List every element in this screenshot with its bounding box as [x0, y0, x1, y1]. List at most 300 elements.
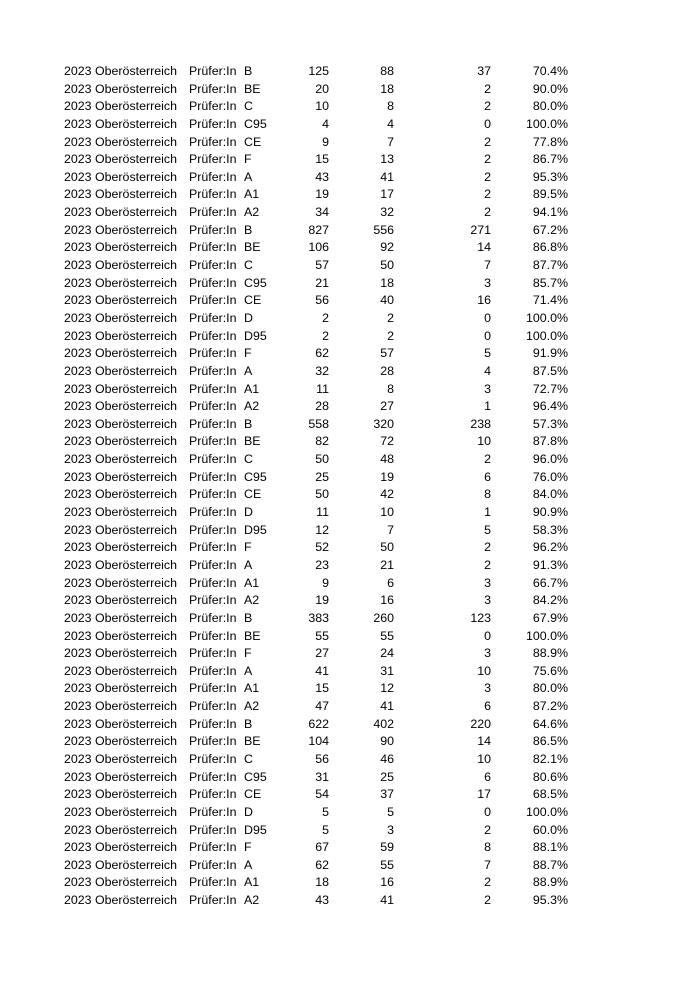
region-year-cell: 2023 Oberösterreich — [64, 116, 177, 131]
license-class-cell: BE — [244, 240, 261, 255]
license-class-cell: C95 — [244, 769, 267, 784]
license-class-cell: F — [244, 646, 252, 661]
pass-rate-cell: 68.5% — [532, 787, 568, 802]
passed-count-cell: 3 — [387, 822, 394, 837]
pass-rate-cell: 76.0% — [532, 469, 568, 484]
region-year-cell: 2023 Oberösterreich — [64, 522, 177, 537]
region-year-cell: 2023 Oberösterreich — [64, 857, 177, 872]
license-class-cell: A — [244, 363, 253, 378]
passed-count-cell: 2 — [387, 310, 394, 325]
region-year-cell: 2023 Oberösterreich — [64, 169, 177, 184]
license-class-cell: D — [244, 310, 253, 325]
region-year-cell: 2023 Oberösterreich — [64, 134, 177, 149]
pass-rate-cell: 67.9% — [532, 610, 568, 625]
passed-count-cell: 55 — [380, 628, 394, 643]
passed-count-cell: 27 — [380, 399, 394, 414]
pass-rate-cell: 88.1% — [532, 840, 568, 855]
examiner-role-cell: Prüfer:In — [189, 769, 237, 784]
pass-rate-cell: 80.0% — [532, 681, 568, 696]
table-row — [0, 310, 700, 328]
license-class-cell: C95 — [244, 469, 267, 484]
pass-rate-cell: 91.3% — [532, 557, 568, 572]
failed-count-cell: 7 — [484, 857, 491, 872]
total-count-cell: 56 — [315, 293, 329, 308]
region-year-cell: 2023 Oberösterreich — [64, 751, 177, 766]
passed-count-cell: 72 — [380, 434, 394, 449]
table-row — [0, 857, 700, 875]
failed-count-cell: 6 — [484, 699, 491, 714]
total-count-cell: 43 — [315, 169, 329, 184]
region-year-cell: 2023 Oberösterreich — [64, 822, 177, 837]
passed-count-cell: 28 — [380, 363, 394, 378]
examiner-role-cell: Prüfer:In — [189, 505, 237, 520]
region-year-cell: 2023 Oberösterreich — [64, 699, 177, 714]
total-count-cell: 67 — [315, 840, 329, 855]
examiner-role-cell: Prüfer:In — [189, 522, 237, 537]
passed-count-cell: 12 — [380, 681, 394, 696]
examiner-role-cell: Prüfer:In — [189, 116, 237, 131]
total-count-cell: 43 — [315, 893, 329, 908]
table-row — [0, 504, 700, 522]
pass-rate-cell: 90.9% — [532, 505, 568, 520]
total-count-cell: 5 — [322, 804, 329, 819]
total-count-cell: 9 — [322, 575, 329, 590]
license-class-cell: B — [244, 610, 253, 625]
pass-rate-cell: 100.0% — [525, 116, 568, 131]
examiner-role-cell: Prüfer:In — [189, 857, 237, 872]
total-count-cell: 50 — [315, 452, 329, 467]
failed-count-cell: 123 — [470, 610, 491, 625]
pass-rate-cell: 87.5% — [532, 363, 568, 378]
failed-count-cell: 2 — [484, 187, 491, 202]
examiner-role-cell: Prüfer:In — [189, 540, 237, 555]
failed-count-cell: 2 — [484, 205, 491, 220]
region-year-cell: 2023 Oberösterreich — [64, 716, 177, 731]
failed-count-cell: 3 — [484, 275, 491, 290]
table-row — [0, 98, 700, 116]
region-year-cell: 2023 Oberösterreich — [64, 469, 177, 484]
examiner-role-cell: Prüfer:In — [189, 310, 237, 325]
examiner-role-cell: Prüfer:In — [189, 363, 237, 378]
region-year-cell: 2023 Oberösterreich — [64, 610, 177, 625]
passed-count-cell: 18 — [380, 275, 394, 290]
examiner-role-cell: Prüfer:In — [189, 81, 237, 96]
table-row — [0, 81, 700, 99]
examiner-role-cell: Prüfer:In — [189, 381, 237, 396]
passed-count-cell: 7 — [387, 522, 394, 537]
region-year-cell: 2023 Oberösterreich — [64, 681, 177, 696]
failed-count-cell: 0 — [484, 804, 491, 819]
pass-rate-cell: 86.7% — [532, 152, 568, 167]
table-row — [0, 169, 700, 187]
license-class-cell: A1 — [244, 187, 260, 202]
total-count-cell: 57 — [315, 258, 329, 273]
table-row — [0, 557, 700, 575]
examiner-role-cell: Prüfer:In — [189, 804, 237, 819]
pass-rate-cell: 71.4% — [532, 293, 568, 308]
passed-count-cell: 41 — [380, 699, 394, 714]
examiner-role-cell: Prüfer:In — [189, 434, 237, 449]
region-year-cell: 2023 Oberösterreich — [64, 769, 177, 784]
pass-rate-cell: 88.9% — [532, 875, 568, 890]
pass-rate-cell: 96.2% — [532, 540, 568, 555]
examiner-role-cell: Prüfer:In — [189, 822, 237, 837]
region-year-cell: 2023 Oberösterreich — [64, 346, 177, 361]
table-row — [0, 733, 700, 751]
failed-count-cell: 1 — [484, 399, 491, 414]
region-year-cell: 2023 Oberösterreich — [64, 505, 177, 520]
pass-rate-cell: 57.3% — [532, 416, 568, 431]
total-count-cell: 19 — [315, 593, 329, 608]
license-class-cell: A2 — [244, 399, 260, 414]
failed-count-cell: 0 — [484, 328, 491, 343]
region-year-cell: 2023 Oberösterreich — [64, 593, 177, 608]
total-count-cell: 41 — [315, 663, 329, 678]
passed-count-cell: 88 — [380, 64, 394, 78]
total-count-cell: 104 — [308, 734, 329, 749]
total-count-cell: 106 — [308, 240, 329, 255]
pass-rate-cell: 60.0% — [532, 822, 568, 837]
failed-count-cell: 271 — [470, 222, 491, 237]
total-count-cell: 56 — [315, 751, 329, 766]
examiner-role-cell: Prüfer:In — [189, 628, 237, 643]
region-year-cell: 2023 Oberösterreich — [64, 328, 177, 343]
license-class-cell: D95 — [244, 822, 267, 837]
region-year-cell: 2023 Oberösterreich — [64, 540, 177, 555]
region-year-cell: 2023 Oberösterreich — [64, 575, 177, 590]
examiner-role-cell: Prüfer:In — [189, 399, 237, 414]
examiner-role-cell: Prüfer:In — [189, 222, 237, 237]
total-count-cell: 62 — [315, 346, 329, 361]
failed-count-cell: 2 — [484, 893, 491, 908]
table-row — [0, 469, 700, 487]
region-year-cell: 2023 Oberösterreich — [64, 875, 177, 890]
examiner-role-cell: Prüfer:In — [189, 452, 237, 467]
failed-count-cell: 3 — [484, 646, 491, 661]
failed-count-cell: 2 — [484, 99, 491, 114]
total-count-cell: 27 — [315, 646, 329, 661]
examiner-role-cell: Prüfer:In — [189, 787, 237, 802]
passed-count-cell: 556 — [373, 222, 394, 237]
passed-count-cell: 50 — [380, 258, 394, 273]
table-row — [0, 345, 700, 363]
license-class-cell: BE — [244, 434, 261, 449]
total-count-cell: 82 — [315, 434, 329, 449]
failed-count-cell: 5 — [484, 522, 491, 537]
examiner-role-cell: Prüfer:In — [189, 681, 237, 696]
failed-count-cell: 3 — [484, 681, 491, 696]
table-row — [0, 539, 700, 557]
data-table — [0, 63, 700, 910]
license-class-cell: A2 — [244, 593, 260, 608]
license-class-cell: A — [244, 857, 253, 872]
passed-count-cell: 320 — [373, 416, 394, 431]
table-row — [0, 451, 700, 469]
region-year-cell: 2023 Oberösterreich — [64, 99, 177, 114]
pass-rate-cell: 100.0% — [525, 804, 568, 819]
failed-count-cell: 6 — [484, 469, 491, 484]
passed-count-cell: 90 — [380, 734, 394, 749]
pass-rate-cell: 87.2% — [532, 699, 568, 714]
license-class-cell: C — [244, 258, 253, 273]
license-class-cell: A2 — [244, 893, 260, 908]
examiner-role-cell: Prüfer:In — [189, 487, 237, 502]
total-count-cell: 32 — [315, 363, 329, 378]
examiner-role-cell: Prüfer:In — [189, 610, 237, 625]
table-row — [0, 592, 700, 610]
region-year-cell: 2023 Oberösterreich — [64, 240, 177, 255]
total-count-cell: 11 — [316, 381, 329, 396]
license-class-cell: C95 — [244, 275, 267, 290]
region-year-cell: 2023 Oberösterreich — [64, 840, 177, 855]
table-row — [0, 804, 700, 822]
region-year-cell: 2023 Oberösterreich — [64, 893, 177, 908]
examiner-role-cell: Prüfer:In — [189, 699, 237, 714]
passed-count-cell: 57 — [380, 346, 394, 361]
region-year-cell: 2023 Oberösterreich — [64, 258, 177, 273]
pass-rate-cell: 72.7% — [532, 381, 568, 396]
total-count-cell: 125 — [308, 64, 329, 78]
table-row — [0, 839, 700, 857]
examiner-role-cell: Prüfer:In — [189, 64, 237, 78]
license-class-cell: A1 — [244, 381, 260, 396]
examiner-role-cell: Prüfer:In — [189, 840, 237, 855]
passed-count-cell: 50 — [380, 540, 394, 555]
license-class-cell: F — [244, 540, 252, 555]
total-count-cell: 12 — [315, 522, 329, 537]
table-row — [0, 381, 700, 399]
failed-count-cell: 2 — [484, 557, 491, 572]
table-row — [0, 822, 700, 840]
table-row — [0, 328, 700, 346]
passed-count-cell: 402 — [373, 716, 394, 731]
license-class-cell: A — [244, 663, 253, 678]
pass-rate-cell: 82.1% — [532, 751, 568, 766]
failed-count-cell: 2 — [484, 169, 491, 184]
examiner-role-cell: Prüfer:In — [189, 187, 237, 202]
total-count-cell: 2 — [322, 310, 329, 325]
license-class-cell: D — [244, 804, 253, 819]
table-row — [0, 239, 700, 257]
total-count-cell: 19 — [315, 187, 329, 202]
table-row — [0, 257, 700, 275]
pass-rate-cell: 89.5% — [532, 187, 568, 202]
examiner-role-cell: Prüfer:In — [189, 134, 237, 149]
table-row — [0, 416, 700, 434]
total-count-cell: 55 — [315, 628, 329, 643]
examiner-role-cell: Prüfer:In — [189, 593, 237, 608]
license-class-cell: A1 — [244, 681, 260, 696]
pass-rate-cell: 66.7% — [532, 575, 568, 590]
license-class-cell: CE — [244, 134, 262, 149]
license-class-cell: B — [244, 716, 253, 731]
pass-rate-cell: 95.3% — [532, 893, 568, 908]
passed-count-cell: 42 — [380, 487, 394, 502]
passed-count-cell: 46 — [380, 751, 394, 766]
table-row — [0, 222, 700, 240]
passed-count-cell: 16 — [380, 593, 394, 608]
license-class-cell: BE — [244, 81, 261, 96]
failed-count-cell: 37 — [477, 64, 491, 78]
failed-count-cell: 10 — [477, 663, 491, 678]
license-class-cell: C — [244, 452, 253, 467]
failed-count-cell: 0 — [484, 116, 491, 131]
license-class-cell: F — [244, 840, 252, 855]
table-row — [0, 786, 700, 804]
total-count-cell: 47 — [315, 699, 329, 714]
region-year-cell: 2023 Oberösterreich — [64, 734, 177, 749]
table-row — [0, 874, 700, 892]
failed-count-cell: 238 — [470, 416, 491, 431]
pass-rate-cell: 96.4% — [532, 399, 568, 414]
region-year-cell: 2023 Oberösterreich — [64, 64, 177, 78]
table-row — [0, 204, 700, 222]
license-class-cell: BE — [244, 734, 261, 749]
failed-count-cell: 220 — [470, 716, 491, 731]
region-year-cell: 2023 Oberösterreich — [64, 363, 177, 378]
passed-count-cell: 31 — [380, 663, 394, 678]
table-row — [0, 628, 700, 646]
table-row — [0, 645, 700, 663]
total-count-cell: 54 — [315, 787, 329, 802]
pass-rate-cell: 100.0% — [525, 328, 568, 343]
passed-count-cell: 41 — [380, 893, 394, 908]
table-row — [0, 398, 700, 416]
table-row — [0, 892, 700, 910]
table-row — [0, 433, 700, 451]
pass-rate-cell: 75.6% — [532, 663, 568, 678]
pass-rate-cell: 70.4% — [532, 64, 568, 78]
failed-count-cell: 0 — [484, 628, 491, 643]
failed-count-cell: 2 — [484, 152, 491, 167]
pass-rate-cell: 80.6% — [532, 769, 568, 784]
total-count-cell: 10 — [315, 99, 329, 114]
region-year-cell: 2023 Oberösterreich — [64, 804, 177, 819]
region-year-cell: 2023 Oberösterreich — [64, 487, 177, 502]
pass-rate-cell: 87.7% — [532, 258, 568, 273]
failed-count-cell: 14 — [477, 240, 491, 255]
examiner-role-cell: Prüfer:In — [189, 275, 237, 290]
license-class-cell: F — [244, 152, 252, 167]
pass-rate-cell: 91.9% — [532, 346, 568, 361]
pass-rate-cell: 67.2% — [532, 222, 568, 237]
license-class-cell: A — [244, 169, 253, 184]
license-class-cell: A — [244, 557, 253, 572]
total-count-cell: 622 — [308, 716, 329, 731]
table-row — [0, 292, 700, 310]
passed-count-cell: 40 — [380, 293, 394, 308]
passed-count-cell: 8 — [387, 99, 394, 114]
pass-rate-cell: 95.3% — [532, 169, 568, 184]
failed-count-cell: 3 — [484, 381, 491, 396]
total-count-cell: 20 — [315, 81, 329, 96]
license-class-cell: D95 — [244, 522, 267, 537]
license-class-cell: D95 — [244, 328, 267, 343]
examiner-role-cell: Prüfer:In — [189, 416, 237, 431]
region-year-cell: 2023 Oberösterreich — [64, 646, 177, 661]
pass-rate-cell: 86.5% — [532, 734, 568, 749]
region-year-cell: 2023 Oberösterreich — [64, 434, 177, 449]
table-row — [0, 151, 700, 169]
license-class-cell: CE — [244, 787, 262, 802]
failed-count-cell: 10 — [477, 751, 491, 766]
table-row — [0, 610, 700, 628]
failed-count-cell: 2 — [484, 875, 491, 890]
license-class-cell: D — [244, 505, 253, 520]
total-count-cell: 18 — [315, 875, 329, 890]
pass-rate-cell: 94.1% — [532, 205, 568, 220]
passed-count-cell: 260 — [373, 610, 394, 625]
region-year-cell: 2023 Oberösterreich — [64, 787, 177, 802]
pass-rate-cell: 87.8% — [532, 434, 568, 449]
pass-rate-cell: 100.0% — [525, 628, 568, 643]
pass-rate-cell: 85.7% — [532, 275, 568, 290]
pass-rate-cell: 84.2% — [532, 593, 568, 608]
examiner-role-cell: Prüfer:In — [189, 557, 237, 572]
license-class-cell: B — [244, 64, 253, 78]
passed-count-cell: 17 — [380, 187, 394, 202]
total-count-cell: 9 — [322, 134, 329, 149]
table-row — [0, 575, 700, 593]
passed-count-cell: 21 — [380, 557, 394, 572]
region-year-cell: 2023 Oberösterreich — [64, 416, 177, 431]
table-row — [0, 486, 700, 504]
failed-count-cell: 2 — [484, 134, 491, 149]
passed-count-cell: 24 — [380, 646, 394, 661]
license-class-cell: BE — [244, 628, 261, 643]
total-count-cell: 5 — [322, 822, 329, 837]
failed-count-cell: 1 — [484, 505, 491, 520]
total-count-cell: 25 — [315, 469, 329, 484]
total-count-cell: 2 — [322, 328, 329, 343]
region-year-cell: 2023 Oberösterreich — [64, 663, 177, 678]
passed-count-cell: 19 — [380, 469, 394, 484]
pass-rate-cell: 90.0% — [532, 81, 568, 96]
pass-rate-cell: 80.0% — [532, 99, 568, 114]
passed-count-cell: 59 — [380, 840, 394, 855]
region-year-cell: 2023 Oberösterreich — [64, 293, 177, 308]
license-class-cell: B — [244, 416, 253, 431]
examiner-role-cell: Prüfer:In — [189, 469, 237, 484]
passed-count-cell: 92 — [380, 240, 394, 255]
passed-count-cell: 18 — [380, 81, 394, 96]
license-class-cell: F — [244, 346, 252, 361]
total-count-cell: 827 — [308, 222, 329, 237]
total-count-cell: 15 — [315, 152, 329, 167]
license-class-cell: CE — [244, 293, 262, 308]
examiner-role-cell: Prüfer:In — [189, 734, 237, 749]
failed-count-cell: 5 — [484, 346, 491, 361]
pass-rate-cell: 88.9% — [532, 646, 568, 661]
passed-count-cell: 10 — [380, 505, 394, 520]
table-row — [0, 663, 700, 681]
table-row — [0, 751, 700, 769]
examiner-role-cell: Prüfer:In — [189, 646, 237, 661]
table-row — [0, 698, 700, 716]
examiner-role-cell: Prüfer:In — [189, 575, 237, 590]
passed-count-cell: 13 — [380, 152, 394, 167]
passed-count-cell: 4 — [387, 116, 394, 131]
failed-count-cell: 7 — [484, 258, 491, 273]
table-row — [0, 680, 700, 698]
examiner-role-cell: Prüfer:In — [189, 328, 237, 343]
pass-rate-cell: 84.0% — [532, 487, 568, 502]
examiner-role-cell: Prüfer:In — [189, 293, 237, 308]
total-count-cell: 558 — [308, 416, 329, 431]
passed-count-cell: 48 — [380, 452, 394, 467]
passed-count-cell: 25 — [380, 769, 394, 784]
total-count-cell: 28 — [315, 399, 329, 414]
